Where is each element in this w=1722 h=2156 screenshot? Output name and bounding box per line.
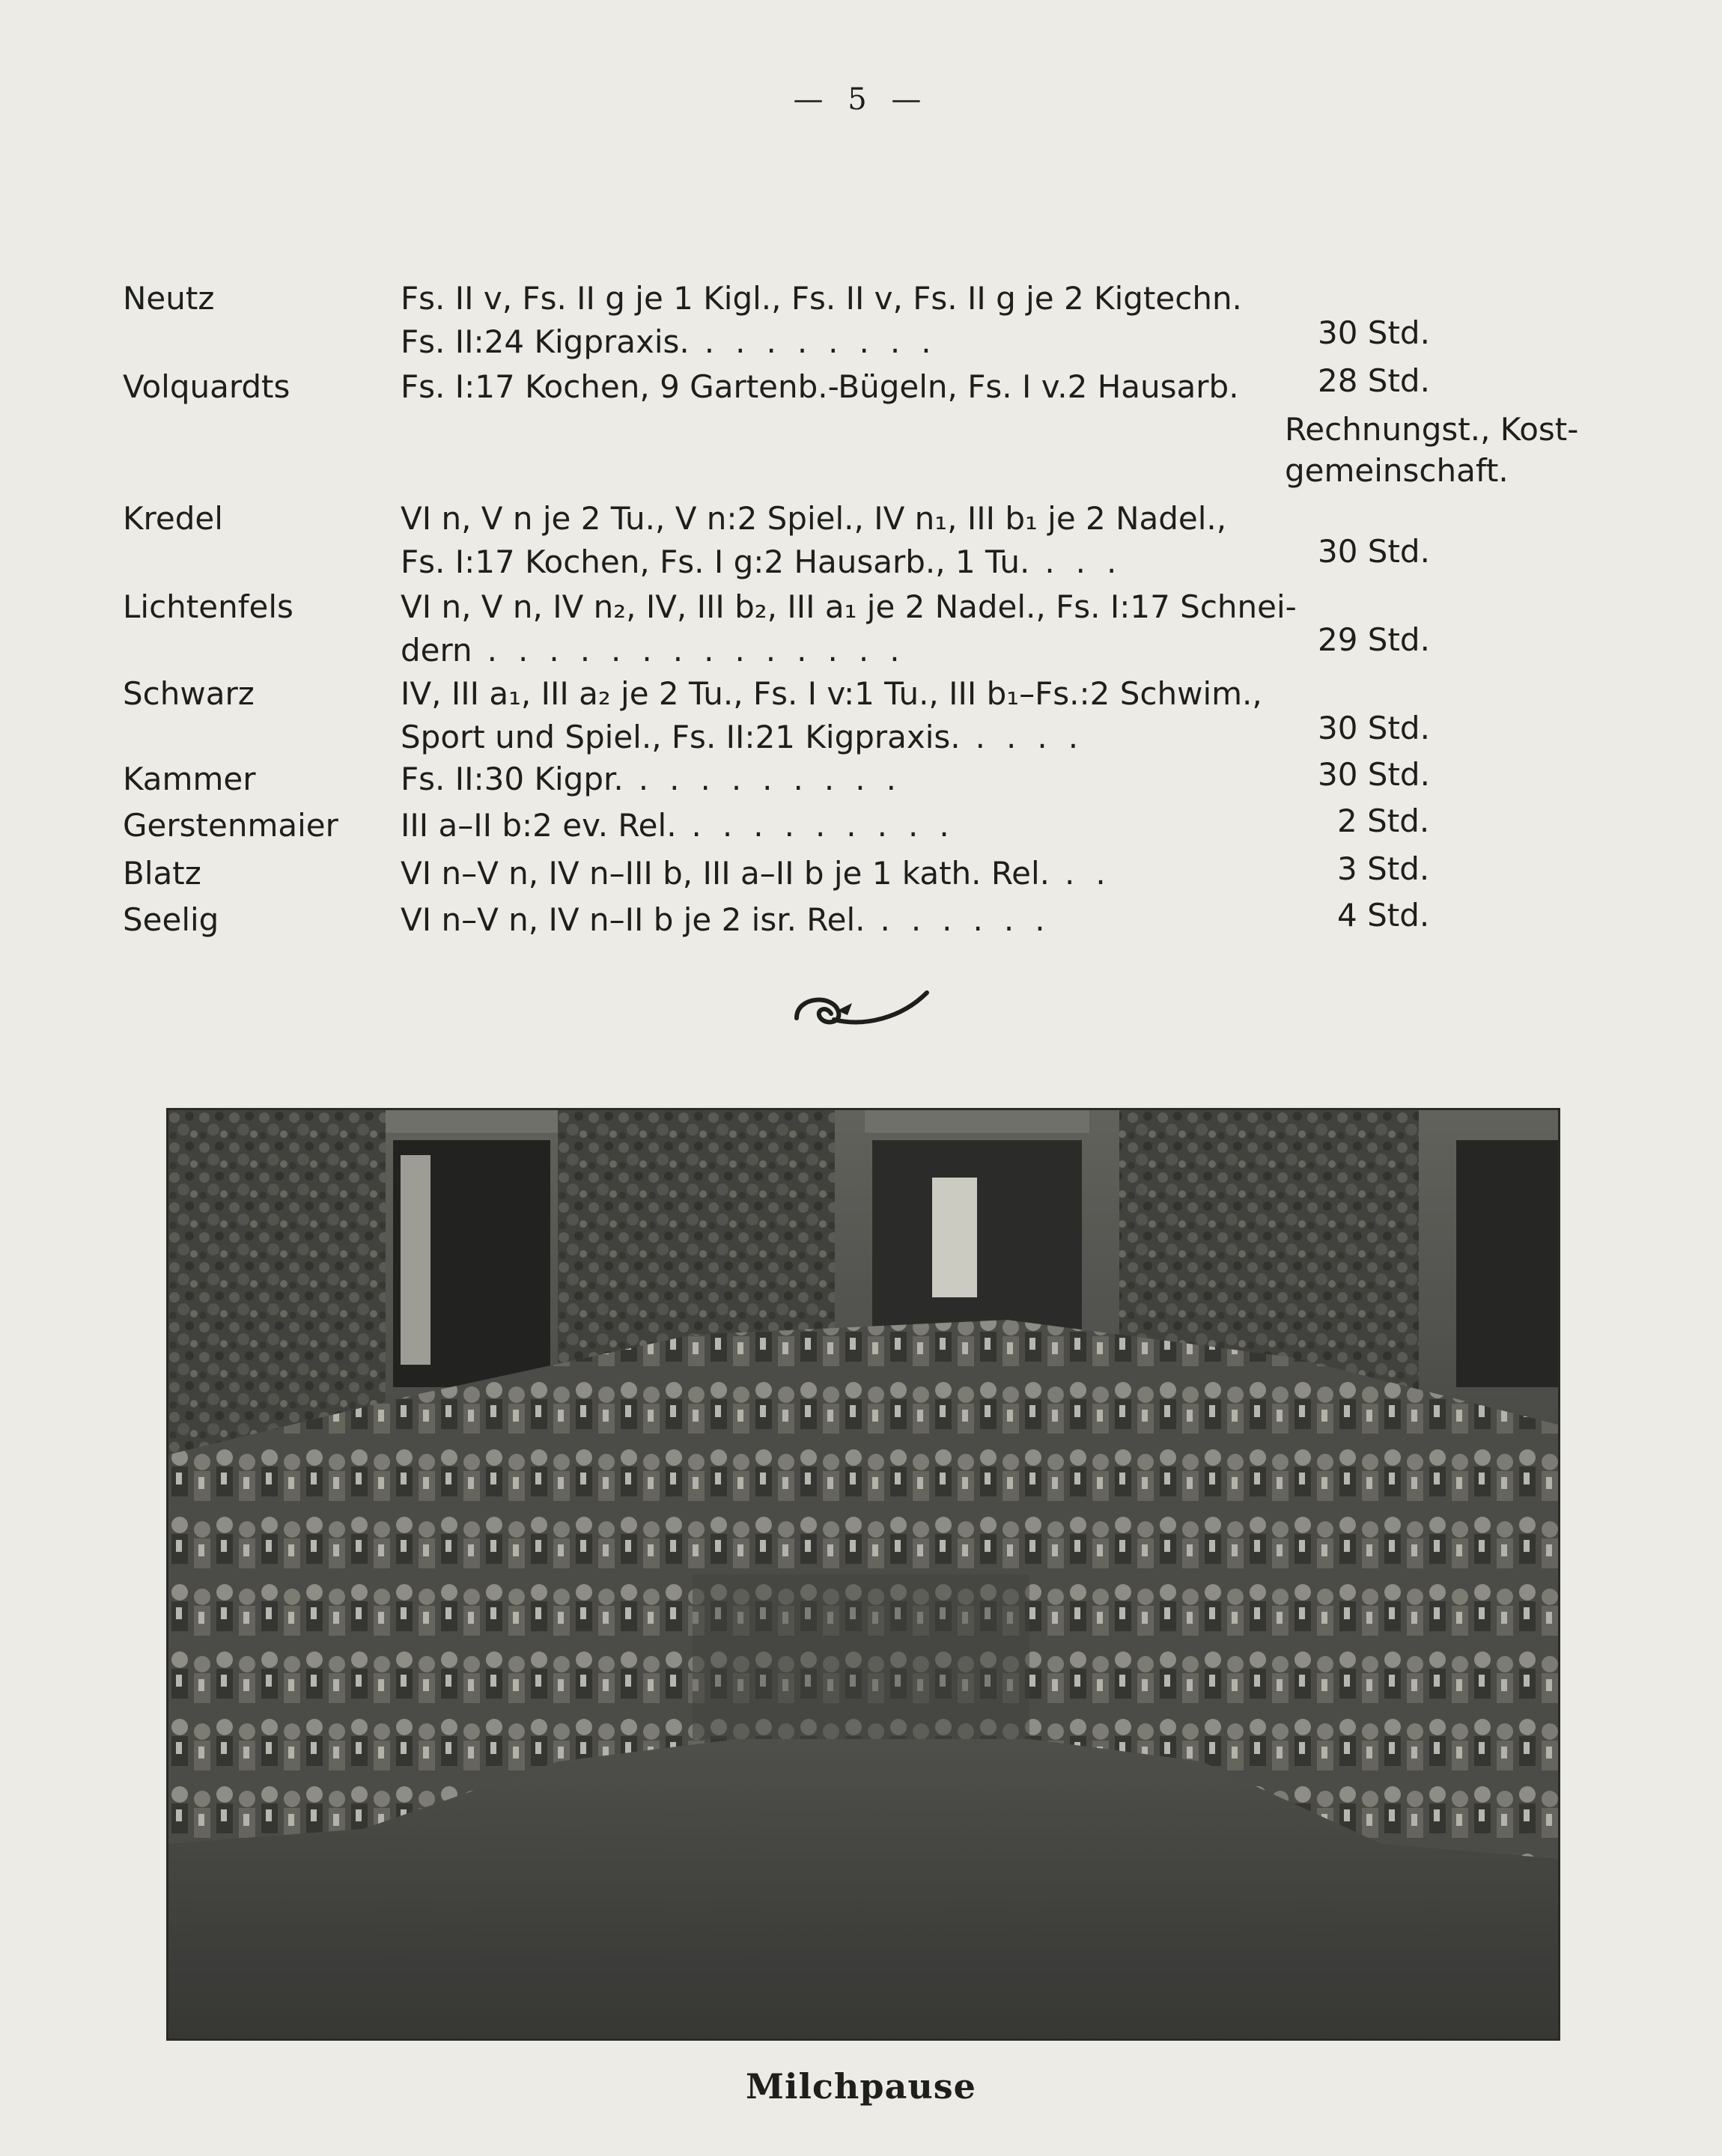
group-photo-image <box>168 1110 1558 2038</box>
subject-line: Fs. I:17 Kochen, Fs. I g:2 Hausarb., 1 Tu. <box>401 543 1030 580</box>
subject-list: IV, III a₁, III a₂ je 2 Tu., Fs. I v:1 Tu., III b₁–Fs.:2 Schwim., Sport und Spiel., Fs. II:21 Kigpraxis. .... <box>401 672 1299 759</box>
group-photo <box>166 1108 1560 2041</box>
weekly-hours: 3 Std. <box>1337 850 1430 887</box>
weekly-hours: 28 Std. <box>1318 362 1430 399</box>
subject-list: Fs. II v, Fs. II g je 1 Kigl., Fs. II v, Fs. II g je 2 Kigtechn. Fs. II:24 Kigpraxis. ........ <box>401 277 1299 364</box>
subject-line: VI n–V n, IV n–II b je 2 isr. Rel. <box>401 901 865 938</box>
subject-line: Fs. II:24 Kigpraxis. <box>401 323 690 360</box>
subject-list: VI n, V n, IV n₂, IV, III b₂, III a₁ je 2 Nadel., Fs. I:17 Schnei- dern .............. <box>401 585 1299 672</box>
weekly-hours: 2 Std. <box>1337 803 1430 839</box>
weekly-hours: 30 Std. <box>1318 710 1430 746</box>
weekly-hours: 30 Std. <box>1318 756 1430 793</box>
subject-list <box>401 365 1299 409</box>
weekly-hours: 30 Std. <box>1318 533 1430 570</box>
teacher-name: Blatz <box>123 855 201 892</box>
subject-line: dern <box>401 632 472 669</box>
teacher-name: Gerstenmaier <box>123 807 338 844</box>
subject-list: III a–II b:2 ev. Rel. ......... <box>401 807 970 844</box>
subject-line: III a–II b:2 ev. Rel. <box>401 807 677 844</box>
teacher-name: Seelig <box>123 901 219 938</box>
teacher-name: Schwarz <box>123 675 255 712</box>
teacher-name: Kredel <box>123 500 223 537</box>
subject-list: VI n, V n je 2 Tu., V n:2 Spiel., IV n₁, III b₁ je 2 Nadel., Fs. I:17 Kochen, Fs. I g:2 Hausarb., 1 Tu. ... <box>401 497 1299 584</box>
page-number: — 5 — <box>793 82 929 117</box>
subject-line: VI n, V n, IV n₂, IV, III b₂, III a₁ je 2 Nadel., Fs. I:17 Schnei- <box>401 588 1297 625</box>
weekly-hours: 30 Std. <box>1318 314 1430 351</box>
subject-list: VI n–V n, IV n–III b, III a–II b je 1 kath. Rel. .. <box>401 855 1127 892</box>
subject-list: VI n–V n, IV n–II b je 2 isr. Rel. ...... <box>401 901 1066 938</box>
extra-duties: Rechnungst., Kost-gemeinschaft. <box>1285 411 1579 489</box>
flourish-ornament-icon <box>789 981 931 1035</box>
subject-line: Fs. I:17 Kochen, 9 Gartenb.-Bügeln, Fs. I v.2 Hausarb. <box>401 368 1239 405</box>
subject-list: Fs. II:30 Kigpr. ......... <box>401 761 917 797</box>
teacher-name: Volquardts <box>123 368 290 405</box>
photo-caption: Milchpause <box>746 2066 976 2107</box>
subject-line: Fs. II v, Fs. II g je 1 Kigl., Fs. II v, Fs. II g je 2 Kigtechn. <box>401 280 1242 317</box>
subject-line: Fs. II:30 Kigpr. <box>401 761 624 797</box>
subject-line: VI n, V n je 2 Tu., V n:2 Spiel., IV n₁, III b₁ je 2 Nadel., <box>401 500 1227 537</box>
subject-line: VI n–V n, IV n–III b, III a–II b je 1 kath. Rel. <box>401 855 1050 892</box>
weekly-hours: 29 Std. <box>1318 621 1430 658</box>
teacher-name: Kammer <box>123 761 256 797</box>
subject-line: Sport und Spiel., Fs. II:21 Kigpraxis. <box>401 719 961 755</box>
subject-line: IV, III a₁, III a₂ je 2 Tu., Fs. I v:1 Tu., III b₁–Fs.:2 Schwim., <box>401 675 1262 712</box>
teacher-name: Neutz <box>123 280 215 317</box>
teacher-name: Lichtenfels <box>123 588 293 625</box>
weekly-hours: 4 Std. <box>1337 897 1430 934</box>
